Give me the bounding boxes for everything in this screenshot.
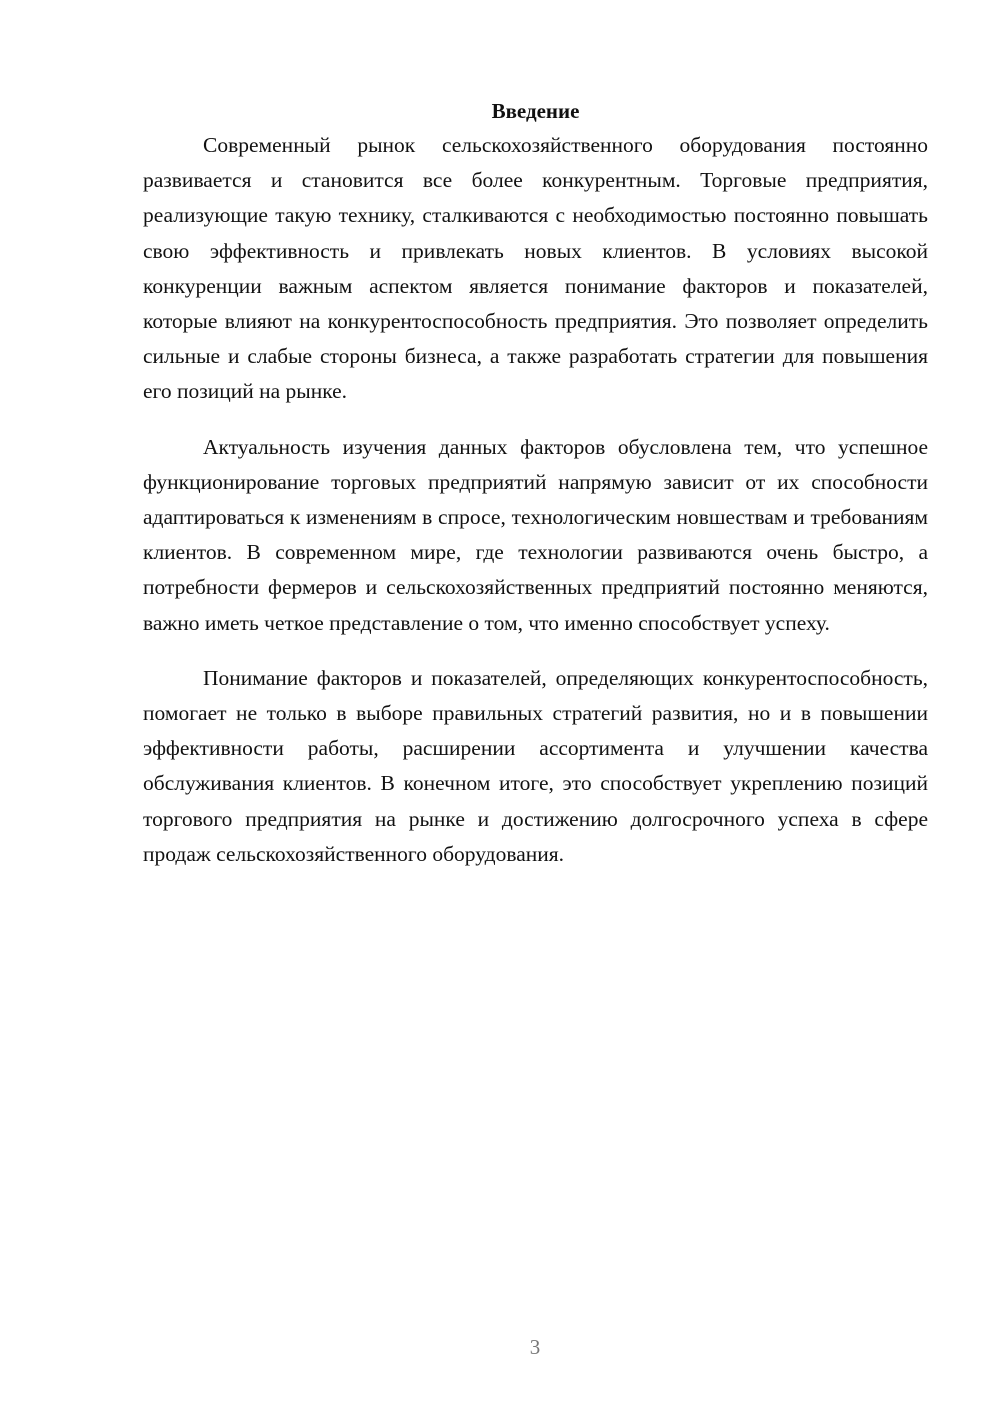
section-title: Введение bbox=[491, 99, 580, 123]
document-body bbox=[143, 96, 928, 892]
paragraph-understanding: Понимание факторов и показателей, определяющих конкурентоспособность, помогает не только в выборе правильных стратегий развития, но и в повышении эффективности работы, расширении ассортимента и улучшении качества обслуживания клиентов. В конечном итоге, это способствует укреплению позиций торгового предприятия на рынке и достижению долгосрочного успеха в сфере продаж сельскохозяйственного оборудования. bbox=[143, 665, 928, 866]
paragraph-relevance: Актуальность изучения данных факторов обусловлена тем, что успешное функционирование торговых предприятий напрямую зависит от их способности адаптироваться к изменениям в спросе, технологическим новшествам и требованиям клиентов. В современном мире, где технологии развиваются очень быстро, а потребности фермеров и сельскохозяйственных предприятий постоянно меняются, важно иметь четкое представление о том, что именно способствует успеху. bbox=[143, 434, 928, 635]
page-number: 3 bbox=[529, 1335, 541, 1359]
paragraph-market: Современный рынок сельскохозяйственного оборудования постоянно развивается и становится все более конкурентным. Торговые предприятия, реализующие такую технику, сталкиваются с необходимостью постоянно повышать свою эффективность и привлекать новых клиентов. В условиях высокой конкуренции важным аспектом является понимание факторов и показателей, которые влияют на конкурентоспособность предприятия. Это позволяет определить сильные и слабые стороны бизнеса, а также разработать стратегии для повышения его позиций на рынке. bbox=[143, 133, 928, 404]
